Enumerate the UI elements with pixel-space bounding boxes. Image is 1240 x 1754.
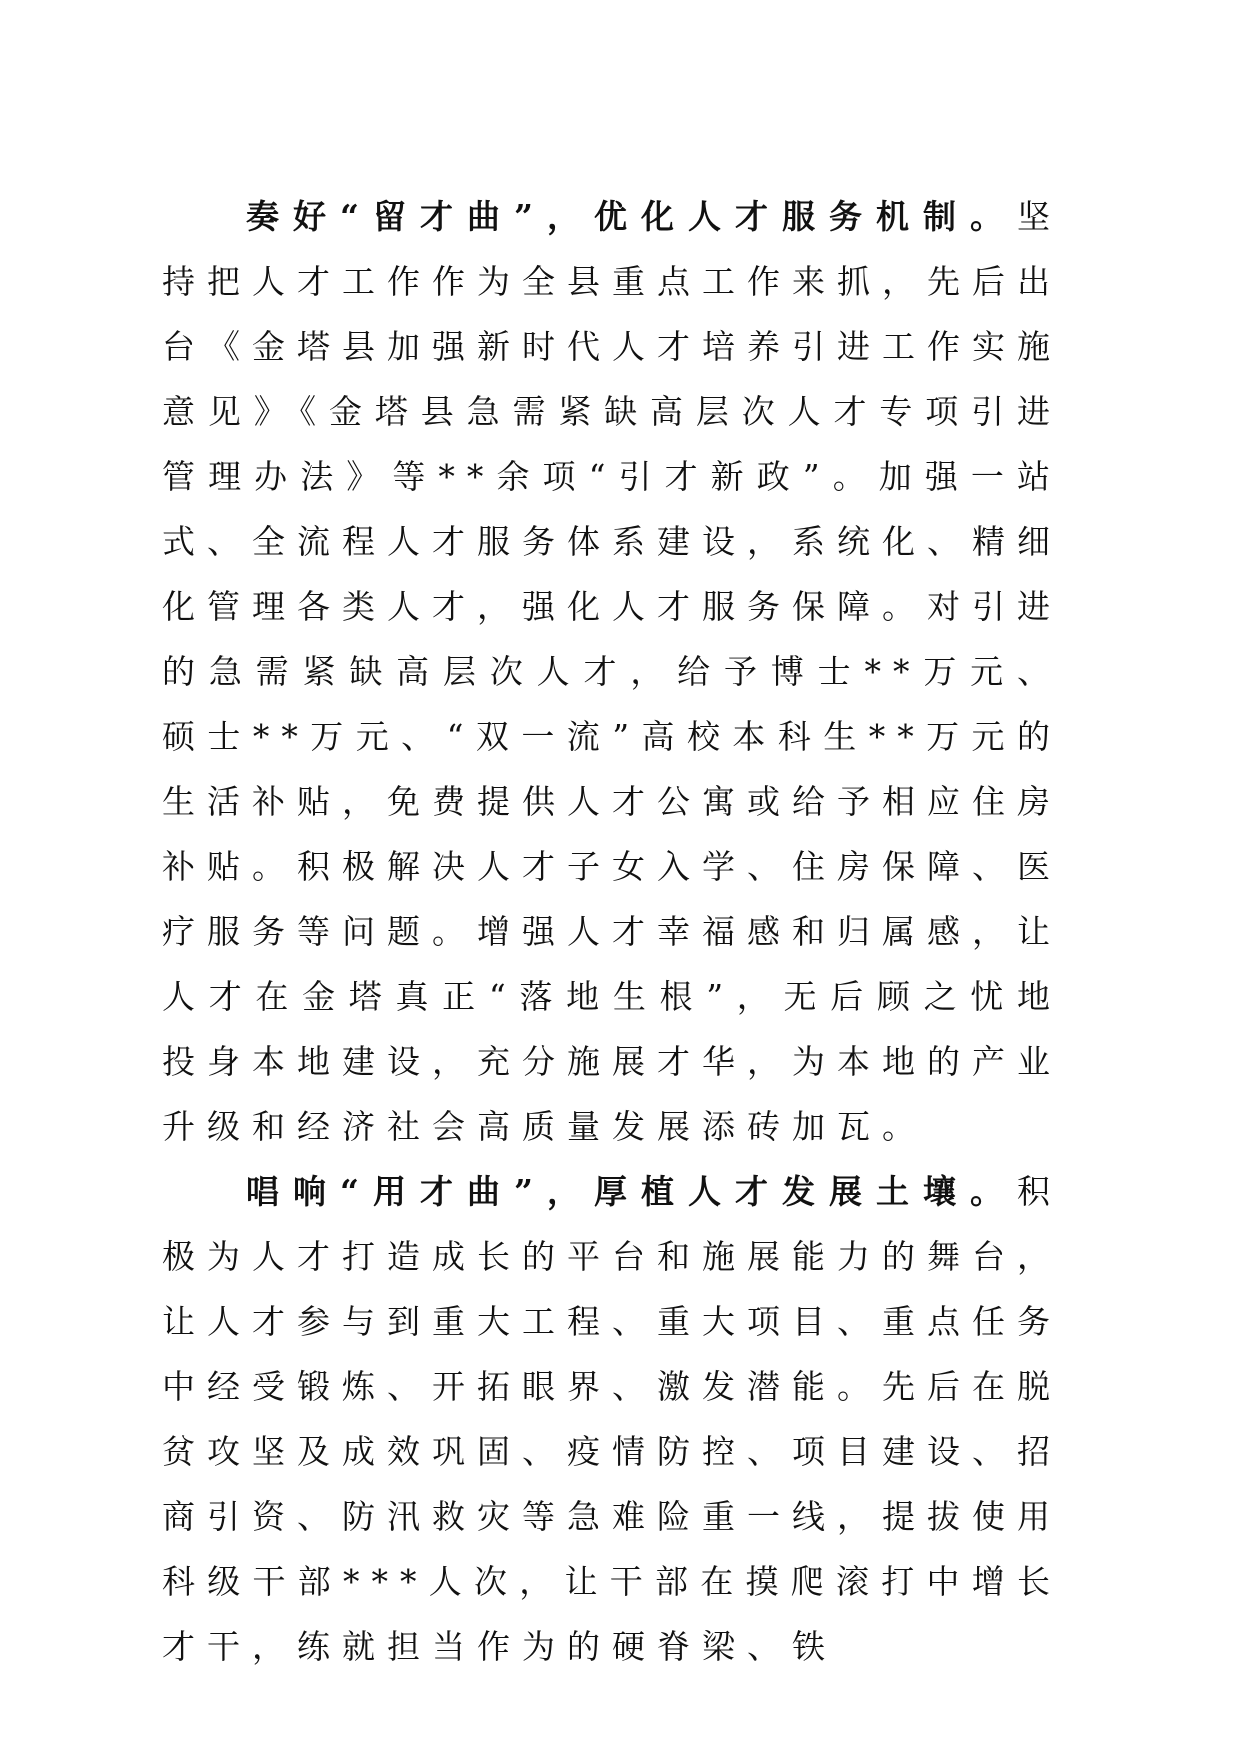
paragraph-heading: 奏好“留才曲”，优化人才服务机制。 — [246, 197, 1017, 236]
paragraph-body: 积极为人才打造成长的平台和施展能力的舞台，让人才参与到重大工程、重大项目、重点任务中经受锻炼、开拓眼界、激发潜能。先后在脱贫攻坚及成效巩固、疫情防控、项目建设、招商引资、防汛救灾等急难险重一线，提拔使用科级干部***人次，让干部在摸爬滚打中增长才干，练就担当作为的硬脊梁、铁 — [162, 1172, 1062, 1666]
paragraph-use-talent — [162, 1159, 1062, 1679]
paragraph-retain-talent — [162, 184, 1062, 1159]
document-body — [162, 184, 1062, 1679]
paragraph-heading: 唱响“用才曲”，厚植人才发展土壤。 — [246, 1172, 1017, 1211]
paragraph-body: 坚持把人才工作作为全县重点工作来抓，先后出台《金塔县加强新时代人才培养引进工作实施意见》《金塔县急需紧缺高层次人才专项引进管理办法》等**余项“引才新政”。加强一站式、全流程人才服务体系建设，系统化、精细化管理各类人才，强化人才服务保障。对引进的急需紧缺高层次人才，给予博士**万元、硕士**万元、“双一流”高校本科生**万元的生活补贴，免费提供人才公寓或给予相应住房补贴。积极解决人才子女入学、住房保障、医疗服务等问题。增强人才幸福感和归属感，让人才在金塔真正“落地生根”，无后顾之忧地投身本地建设，充分施展才华，为本地的产业升级和经济社会高质量发展添砖加瓦。 — [162, 197, 1062, 1146]
